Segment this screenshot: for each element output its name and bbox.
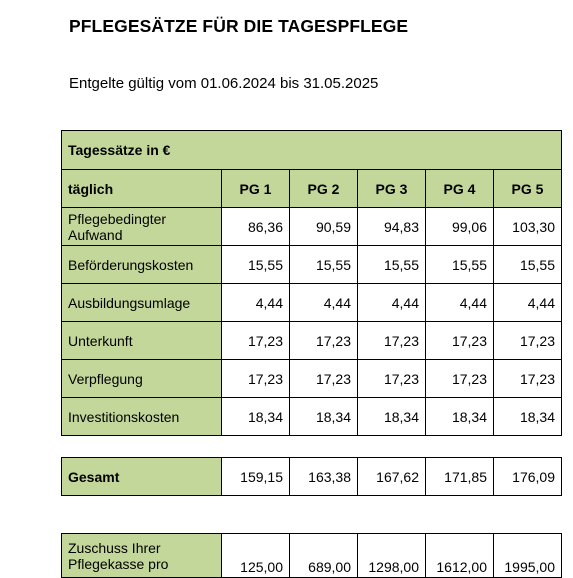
row-label: Beförderungskosten	[62, 246, 222, 284]
daily-rates-table	[61, 130, 562, 436]
table-cell: 18,34	[222, 398, 290, 436]
table-cell: 86,36	[222, 208, 290, 246]
table-cell: 17,23	[426, 360, 494, 398]
table-cell: 18,34	[426, 398, 494, 436]
column-header: PG 4	[426, 170, 494, 208]
total-table	[61, 457, 562, 496]
row-label: Unterkunft	[62, 322, 222, 360]
total-cell: 167,62	[358, 458, 426, 496]
row-label: Investitionskosten	[62, 398, 222, 436]
table-cell: 17,23	[222, 322, 290, 360]
table-cell: 17,23	[290, 322, 358, 360]
table-cell: 15,55	[494, 246, 562, 284]
subsidy-cell: 1612,00	[426, 534, 494, 578]
subsidy-cell: 1995,00	[494, 534, 562, 578]
table-cell: 4,44	[222, 284, 290, 322]
total-row	[62, 458, 562, 496]
table-cell: 4,44	[290, 284, 358, 322]
table-cell: 15,55	[222, 246, 290, 284]
table-cell: 4,44	[358, 284, 426, 322]
row-label: Verpflegung	[62, 360, 222, 398]
table-row	[62, 284, 562, 322]
validity-period: Entgelte gültig vom 01.06.2024 bis 31.05.2025	[69, 75, 379, 92]
total-cell: 163,38	[290, 458, 358, 496]
table-row	[62, 208, 562, 246]
subsidy-table	[61, 533, 562, 578]
subsidy-row	[62, 534, 562, 578]
table-cell: 99,06	[426, 208, 494, 246]
total-cell: 159,15	[222, 458, 290, 496]
table-cell: 17,23	[358, 322, 426, 360]
table-row	[62, 322, 562, 360]
table-header-row	[62, 170, 562, 208]
table-row	[62, 246, 562, 284]
row-label: Pflegebedingter Aufwand	[62, 208, 222, 246]
table-cell: 90,59	[290, 208, 358, 246]
column-header: PG 3	[358, 170, 426, 208]
row-label: Ausbildungsumlage	[62, 284, 222, 322]
column-header: PG 2	[290, 170, 358, 208]
column-header: PG 1	[222, 170, 290, 208]
table-row	[62, 360, 562, 398]
total-cell: 171,85	[426, 458, 494, 496]
table-cell: 15,55	[290, 246, 358, 284]
total-cell: 176,09	[494, 458, 562, 496]
total-label: Gesamt	[62, 458, 222, 496]
subsidy-cell: 1298,00	[358, 534, 426, 578]
table-cell: 4,44	[494, 284, 562, 322]
table-cell: 17,23	[494, 322, 562, 360]
subsidy-cell: 689,00	[290, 534, 358, 578]
table-cell: 18,34	[290, 398, 358, 436]
table-cell: 17,23	[222, 360, 290, 398]
header-label: täglich	[62, 170, 222, 208]
table-cell: 15,55	[358, 246, 426, 284]
table-row	[62, 398, 562, 436]
table-cell: 103,30	[494, 208, 562, 246]
table-cell: 4,44	[426, 284, 494, 322]
table-cell: 17,23	[426, 322, 494, 360]
table-cell: 18,34	[494, 398, 562, 436]
table-cell: 15,55	[426, 246, 494, 284]
column-header: PG 5	[494, 170, 562, 208]
table-cell: 94,83	[358, 208, 426, 246]
subsidy-label: Zuschuss Ihrer Pflegekasse pro	[62, 534, 222, 578]
table-caption: Tagessätze in €	[62, 131, 562, 170]
document-title: PFLEGESÄTZE FÜR DIE TAGESPFLEGE	[69, 16, 409, 36]
table-cell: 17,23	[494, 360, 562, 398]
subsidy-cell: 125,00	[222, 534, 290, 578]
table-cell: 18,34	[358, 398, 426, 436]
table-cell: 17,23	[358, 360, 426, 398]
table-cell: 17,23	[290, 360, 358, 398]
